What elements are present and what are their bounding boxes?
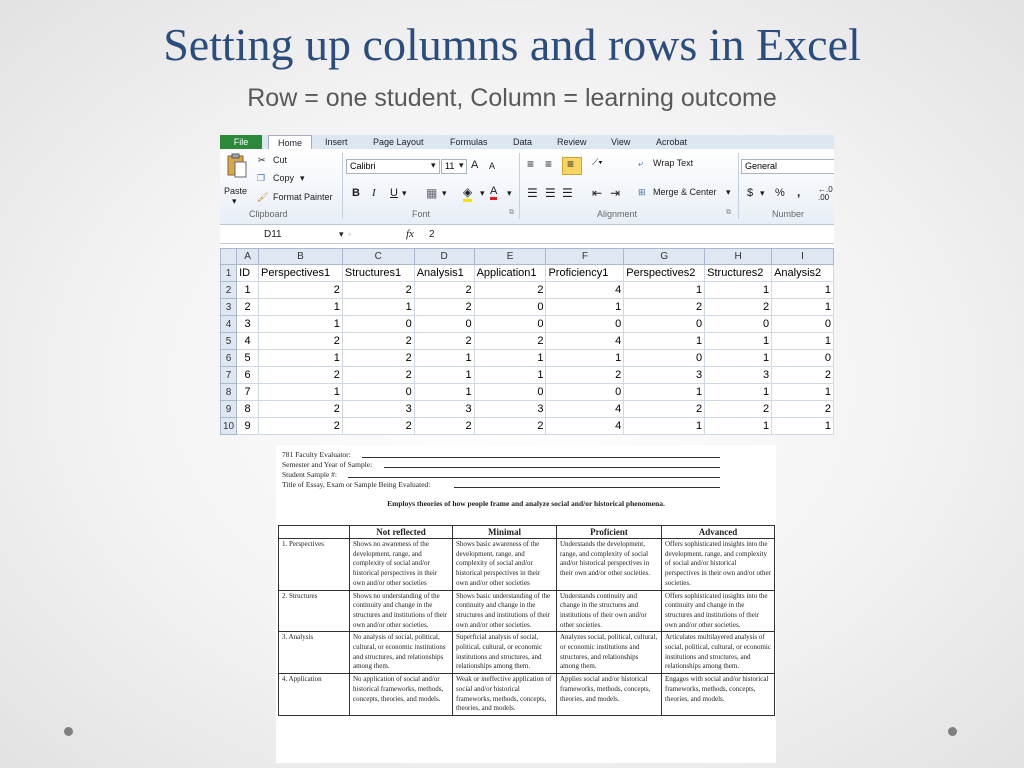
data-cell[interactable]: 2 bbox=[546, 367, 624, 384]
data-cell[interactable]: 1 bbox=[772, 282, 834, 299]
table-row bbox=[221, 299, 834, 316]
divider bbox=[519, 153, 520, 219]
data-cell[interactable]: 4 bbox=[546, 418, 624, 435]
data-cell[interactable]: 2 bbox=[342, 350, 414, 367]
font-size-select[interactable]: 11 bbox=[441, 159, 467, 174]
data-cell[interactable]: 1 bbox=[342, 299, 414, 316]
rubric-cell: Engages with social and/or historical frameworks, methods, concepts, theories, and models. bbox=[662, 674, 775, 716]
header-cell[interactable]: Analysis1 bbox=[414, 265, 474, 282]
blank-line bbox=[384, 467, 720, 468]
data-cell[interactable]: 8 bbox=[237, 401, 259, 418]
tab-review[interactable]: Review bbox=[557, 137, 587, 147]
comma-button[interactable]: , bbox=[797, 185, 801, 199]
data-cell[interactable]: 1 bbox=[414, 367, 474, 384]
paste-button[interactable]: Paste bbox=[224, 186, 248, 196]
rubric-criterion-label: 2. Structures bbox=[279, 590, 350, 632]
data-cell[interactable]: 0 bbox=[342, 384, 414, 401]
tab-insert[interactable]: Insert bbox=[325, 137, 348, 147]
rubric-cell: Superficial analysis of social, political, cultural, or economic institutions and structures, and relationships among them. bbox=[453, 632, 557, 674]
chevron-down-icon[interactable]: ▾ bbox=[760, 188, 765, 198]
rubric-cell: Articulates multilayered analysis of social, political, cultural, or economic institutions and structures, and relationships among them. bbox=[662, 632, 775, 674]
data-cell[interactable]: 2 bbox=[414, 333, 474, 350]
data-cell[interactable]: 0 bbox=[624, 316, 705, 333]
rubric-cell: Understands the development, range, and complexity of social and/or historical perspectives in their own and/or other societies. bbox=[557, 539, 662, 591]
column-header[interactable]: H bbox=[705, 249, 772, 265]
data-cell[interactable]: 1 bbox=[414, 350, 474, 367]
format-painter-icon[interactable]: 🖌 bbox=[257, 192, 269, 202]
align-top-icon[interactable]: ≡ bbox=[527, 157, 535, 171]
row-header[interactable]: 1 bbox=[221, 265, 237, 282]
rubric-row bbox=[279, 590, 775, 632]
chevron-down-icon[interactable]: ▾ bbox=[431, 160, 436, 170]
data-cell[interactable]: 0 bbox=[474, 384, 546, 401]
column-header[interactable]: B bbox=[259, 249, 343, 265]
ribbon-tabs bbox=[220, 135, 834, 149]
font-color-button[interactable]: A bbox=[490, 185, 497, 200]
form-field-label: Semester and Year of Sample: bbox=[282, 460, 373, 469]
data-cell[interactable]: 1 bbox=[259, 299, 343, 316]
data-cell[interactable]: 0 bbox=[342, 316, 414, 333]
column-header[interactable]: D bbox=[414, 249, 474, 265]
rubric-cell: Offers sophisticated insights into the development, range, and complexity of social and/or historical perspectives in their own and/or other societies. bbox=[662, 539, 775, 591]
rubric-row bbox=[279, 539, 775, 591]
currency-button[interactable]: $ bbox=[747, 187, 754, 199]
data-cell[interactable]: 0 bbox=[705, 316, 772, 333]
font-name-select[interactable]: Calibri bbox=[346, 159, 440, 174]
indent-increase-icon[interactable]: ⇥ bbox=[610, 186, 621, 200]
formula-input[interactable]: 2 bbox=[429, 229, 435, 240]
formula-bar bbox=[220, 226, 834, 244]
data-cell[interactable]: 1 bbox=[772, 333, 834, 350]
data-cell[interactable]: 4 bbox=[546, 282, 624, 299]
header-cell[interactable]: ID bbox=[237, 265, 259, 282]
underline-button[interactable]: U bbox=[390, 187, 398, 199]
data-cell[interactable]: 6 bbox=[237, 367, 259, 384]
shrink-font-button[interactable]: A bbox=[489, 161, 496, 171]
data-cell[interactable]: 2 bbox=[705, 401, 772, 418]
data-cell[interactable]: 2 bbox=[259, 401, 343, 418]
data-cell[interactable]: 2 bbox=[414, 299, 474, 316]
form-field-label: Title of Essay, Exam or Sample Being Evaluated: bbox=[282, 480, 431, 489]
data-cell[interactable]: 4 bbox=[546, 333, 624, 350]
rubric-criterion-label: 3. Analysis bbox=[279, 632, 350, 674]
rubric-heading: Employs theories of how people frame and analyze social and/or historical phenomena. bbox=[387, 499, 665, 508]
align-center-icon[interactable]: ☰ bbox=[545, 186, 556, 200]
data-cell[interactable]: 2 bbox=[237, 299, 259, 316]
column-header[interactable]: F bbox=[546, 249, 624, 265]
table-row bbox=[221, 350, 834, 367]
chevron-down-icon[interactable]: ▾ bbox=[726, 187, 731, 197]
header-cell[interactable]: Structures1 bbox=[342, 265, 414, 282]
data-cell[interactable]: 1 bbox=[705, 418, 772, 435]
rubric-cell: Shows basic awareness of the development, range, and complexity of social and/or historical perspectives in their own and/or other societies bbox=[453, 539, 557, 591]
data-cell[interactable]: 1 bbox=[705, 333, 772, 350]
row-header[interactable]: 6 bbox=[221, 350, 237, 367]
column-header[interactable]: E bbox=[474, 249, 546, 265]
data-cell[interactable]: 3 bbox=[237, 316, 259, 333]
data-cell[interactable]: 2 bbox=[474, 333, 546, 350]
data-cell[interactable]: 1 bbox=[624, 384, 705, 401]
slide-title: Setting up columns and rows in Excel bbox=[163, 19, 861, 70]
column-header[interactable]: I bbox=[772, 249, 834, 265]
data-cell[interactable]: 1 bbox=[546, 350, 624, 367]
number-format-select[interactable]: General bbox=[741, 159, 834, 174]
percent-button[interactable]: % bbox=[775, 187, 785, 199]
fill-color-icon[interactable]: ◈ bbox=[463, 185, 472, 199]
header-cell[interactable]: Structures2 bbox=[705, 265, 772, 282]
table-row bbox=[221, 367, 834, 384]
data-cell[interactable]: 2 bbox=[624, 299, 705, 316]
font-group-label: Font bbox=[412, 209, 431, 219]
data-cell[interactable]: 3 bbox=[342, 401, 414, 418]
divider bbox=[738, 153, 739, 219]
form-field-label: 781 Faculty Evaluator: bbox=[282, 450, 351, 459]
data-cell[interactable]: 2 bbox=[474, 418, 546, 435]
row-header[interactable]: 5 bbox=[221, 333, 237, 350]
clipboard-group-label: Clipboard bbox=[249, 209, 288, 219]
data-cell[interactable]: 2 bbox=[259, 367, 343, 384]
rubric-column-header: Advanced bbox=[662, 526, 775, 539]
rubric-cell: Understands continuity and change in the structures and institutions of their own and/or other societies. bbox=[557, 590, 662, 632]
table-row bbox=[221, 384, 834, 401]
borders-icon[interactable]: ▦ bbox=[426, 186, 438, 200]
tab-file[interactable]: File bbox=[220, 135, 262, 149]
align-left-icon[interactable]: ☰ bbox=[527, 186, 538, 200]
data-cell[interactable]: 0 bbox=[624, 350, 705, 367]
data-cell[interactable]: 1 bbox=[474, 367, 546, 384]
tab-formulas[interactable]: Formulas bbox=[450, 137, 488, 147]
data-cell[interactable]: 2 bbox=[772, 367, 834, 384]
row-header[interactable]: 7 bbox=[221, 367, 237, 384]
data-cell[interactable]: 1 bbox=[772, 418, 834, 435]
copy-button[interactable]: Copy bbox=[273, 173, 295, 183]
table-row bbox=[221, 282, 834, 299]
blank-line bbox=[454, 487, 720, 488]
data-cell[interactable]: 1 bbox=[705, 282, 772, 299]
rubric-cell: No analysis of social, political, cultural, or economic institutions and structures, and relationships among them. bbox=[350, 632, 453, 674]
rubric-cell: No application of social and/or historical frameworks, methods, concepts, theories, and models. bbox=[350, 674, 453, 716]
data-cell[interactable]: 1 bbox=[705, 350, 772, 367]
rubric-cell: Shows no awareness of the development, range, and complexity of social and/or historical perspectives in their own and/or other societies bbox=[350, 539, 453, 591]
merge-center-icon[interactable]: ⊞ bbox=[638, 187, 646, 197]
rubric-cell: Applies social and/or historical frameworks, methods, concepts, theories, and models. bbox=[557, 674, 662, 716]
data-cell[interactable]: 9 bbox=[237, 418, 259, 435]
data-cell[interactable]: 3 bbox=[705, 367, 772, 384]
data-cell[interactable]: 0 bbox=[772, 316, 834, 333]
column-header[interactable]: A bbox=[237, 249, 259, 265]
rubric-cell: Shows basic understanding of the continuity and change in the structures and institutions of their own and/or other societies. bbox=[453, 590, 557, 632]
divider bbox=[342, 153, 343, 219]
rubric-column-header: Minimal bbox=[453, 526, 557, 539]
rubric-cell: Offers sophisticated insights into the continuity and change in the structures and institutions of their own and/or other societies. bbox=[662, 590, 775, 632]
spreadsheet-grid bbox=[220, 248, 834, 435]
increase-decimal-icon[interactable]: ←.0 .00 bbox=[818, 185, 833, 202]
chevron-down-icon[interactable]: ▾ bbox=[339, 229, 344, 239]
row-header[interactable]: 9 bbox=[221, 401, 237, 418]
tab-acrobat[interactable]: Acrobat bbox=[656, 137, 688, 147]
data-cell[interactable]: 2 bbox=[259, 418, 343, 435]
data-cell[interactable]: 0 bbox=[474, 316, 546, 333]
rubric-column-header bbox=[279, 526, 350, 539]
indent-decrease-icon[interactable]: ⇤ bbox=[592, 186, 603, 200]
chevron-down-icon[interactable]: ▾ bbox=[402, 188, 407, 198]
header-cell[interactable]: Proficiency1 bbox=[546, 265, 624, 282]
copy-icon[interactable]: ❐ bbox=[257, 173, 266, 183]
wrap-text-icon[interactable]: ⤶ bbox=[638, 158, 644, 168]
rubric-document bbox=[276, 445, 776, 763]
copy-dropdown-icon[interactable]: ▾ bbox=[300, 173, 305, 183]
row-header[interactable]: 3 bbox=[221, 299, 237, 316]
data-cell[interactable]: 2 bbox=[342, 282, 414, 299]
select-all-corner[interactable] bbox=[221, 249, 237, 265]
chevron-down-icon[interactable]: ▾ bbox=[459, 160, 464, 170]
data-cell[interactable]: 3 bbox=[624, 367, 705, 384]
row-header[interactable]: 2 bbox=[221, 282, 237, 299]
data-cell[interactable]: 4 bbox=[546, 401, 624, 418]
format-painter-button[interactable]: Format Painter bbox=[273, 192, 333, 202]
data-cell[interactable]: 2 bbox=[624, 401, 705, 418]
form-field-label: Student Sample #: bbox=[282, 470, 337, 479]
rubric-column-header: Proficient bbox=[557, 526, 662, 539]
chevron-down-icon[interactable]: ▾ bbox=[507, 188, 512, 198]
data-cell[interactable]: 1 bbox=[624, 418, 705, 435]
header-cell[interactable]: Analysis2 bbox=[772, 265, 834, 282]
align-bottom-glyph-icon: ≡ bbox=[567, 157, 575, 171]
resize-handle-icon[interactable]: ◦ bbox=[348, 229, 352, 239]
bold-button[interactable]: B bbox=[352, 187, 360, 199]
alignment-group-label: Alignment bbox=[597, 209, 638, 219]
rubric-row bbox=[279, 632, 775, 674]
blank-line bbox=[362, 457, 720, 458]
chevron-down-icon[interactable]: ▾ bbox=[480, 188, 485, 198]
table-row bbox=[221, 401, 834, 418]
data-cell[interactable]: 7 bbox=[237, 384, 259, 401]
tab-view[interactable]: View bbox=[611, 137, 631, 147]
data-cell[interactable]: 1 bbox=[624, 333, 705, 350]
ribbon-home bbox=[220, 149, 834, 225]
data-cell[interactable]: 0 bbox=[474, 299, 546, 316]
excel-screenshot bbox=[220, 135, 834, 435]
data-cell[interactable]: 1 bbox=[474, 350, 546, 367]
data-cell[interactable]: 1 bbox=[414, 384, 474, 401]
data-cell[interactable]: 1 bbox=[772, 299, 834, 316]
data-cell[interactable]: 0 bbox=[772, 350, 834, 367]
data-cell[interactable]: 0 bbox=[546, 316, 624, 333]
data-cell[interactable]: 1 bbox=[237, 282, 259, 299]
rubric-cell: Weak or ineffective application of social and/or historical frameworks, methods, concepts, theories, and models. bbox=[453, 674, 557, 716]
data-cell[interactable]: 1 bbox=[705, 384, 772, 401]
grow-font-button[interactable]: A bbox=[471, 159, 479, 171]
data-cell[interactable]: 2 bbox=[259, 282, 343, 299]
blank-line bbox=[348, 477, 720, 478]
data-cell[interactable]: 2 bbox=[342, 333, 414, 350]
header-cell[interactable]: Perspectives2 bbox=[624, 265, 705, 282]
data-cell[interactable]: 2 bbox=[414, 282, 474, 299]
tab-data[interactable]: Data bbox=[513, 137, 533, 147]
data-cell[interactable]: 1 bbox=[546, 299, 624, 316]
paste-icon[interactable] bbox=[226, 153, 248, 182]
rubric-criterion-label: 4. Application bbox=[279, 674, 350, 716]
data-cell[interactable]: 3 bbox=[414, 401, 474, 418]
rubric-row bbox=[279, 674, 775, 716]
data-cell[interactable]: 2 bbox=[414, 418, 474, 435]
table-row bbox=[221, 316, 834, 333]
orientation-icon[interactable]: ⟋▾ bbox=[592, 157, 603, 167]
rubric-cell: Analyzes social, political, cultural, or economic institutions and structures, and relationships among them. bbox=[557, 632, 662, 674]
number-group-label: Number bbox=[772, 209, 805, 219]
header-cell[interactable]: Application1 bbox=[474, 265, 546, 282]
table-row bbox=[221, 418, 834, 435]
data-cell[interactable]: 2 bbox=[705, 299, 772, 316]
tab-page-layout[interactable]: Page Layout bbox=[373, 137, 424, 147]
data-cell[interactable]: 3 bbox=[474, 401, 546, 418]
slide-dot-left bbox=[64, 727, 73, 736]
data-cell[interactable]: 1 bbox=[624, 282, 705, 299]
rubric-column-header: Not reflected bbox=[350, 526, 453, 539]
italic-button[interactable]: I bbox=[372, 187, 376, 199]
table-row bbox=[221, 333, 834, 350]
dialog-launcher-icon[interactable]: ⧉ bbox=[509, 209, 514, 216]
data-cell[interactable]: 1 bbox=[259, 316, 343, 333]
data-cell[interactable]: 2 bbox=[259, 333, 343, 350]
align-right-icon[interactable]: ☰ bbox=[562, 186, 573, 200]
row-header[interactable]: 4 bbox=[221, 316, 237, 333]
rubric-cell: Shows no understanding of the continuity and change in the structures and institutions of their own and/or other societies. bbox=[350, 590, 453, 632]
data-cell[interactable]: 2 bbox=[342, 418, 414, 435]
data-cell[interactable]: 0 bbox=[414, 316, 474, 333]
cut-button[interactable]: Cut bbox=[273, 155, 288, 165]
rubric-table bbox=[278, 525, 775, 716]
column-header[interactable]: G bbox=[624, 249, 705, 265]
rubric-criterion-label: 1. Perspectives bbox=[279, 539, 350, 591]
dialog-launcher-icon[interactable]: ⧉ bbox=[726, 209, 731, 216]
data-cell[interactable]: 2 bbox=[342, 367, 414, 384]
row-header[interactable]: 10 bbox=[221, 418, 237, 435]
align-middle-icon[interactable]: ≡ bbox=[545, 157, 553, 171]
data-cell[interactable]: 2 bbox=[474, 282, 546, 299]
tab-home[interactable]: Home bbox=[268, 135, 312, 150]
slide-subtitle: Row = one student, Column = learning outcome bbox=[247, 84, 777, 112]
slide-dot-right bbox=[948, 727, 957, 736]
name-box[interactable]: D11 bbox=[264, 229, 282, 240]
data-cell[interactable]: 1 bbox=[259, 350, 343, 367]
paste-dropdown-icon[interactable]: ▾ bbox=[232, 196, 237, 206]
data-cell[interactable]: 2 bbox=[772, 401, 834, 418]
data-cell[interactable]: 4 bbox=[237, 333, 259, 350]
merge-center-button[interactable]: Merge & Center bbox=[653, 187, 717, 197]
scissors-icon[interactable]: ✂ bbox=[258, 155, 266, 165]
column-header[interactable]: C bbox=[342, 249, 414, 265]
data-cell[interactable]: 0 bbox=[546, 384, 624, 401]
data-cell[interactable]: 5 bbox=[237, 350, 259, 367]
data-cell[interactable]: 1 bbox=[772, 384, 834, 401]
row-header[interactable]: 8 bbox=[221, 384, 237, 401]
wrap-text-button[interactable]: Wrap Text bbox=[653, 158, 694, 168]
data-cell[interactable]: 1 bbox=[259, 384, 343, 401]
insert-function-button[interactable]: fx bbox=[406, 228, 414, 240]
chevron-down-icon[interactable]: ▾ bbox=[442, 188, 447, 198]
header-cell[interactable]: Perspectives1 bbox=[259, 265, 343, 282]
